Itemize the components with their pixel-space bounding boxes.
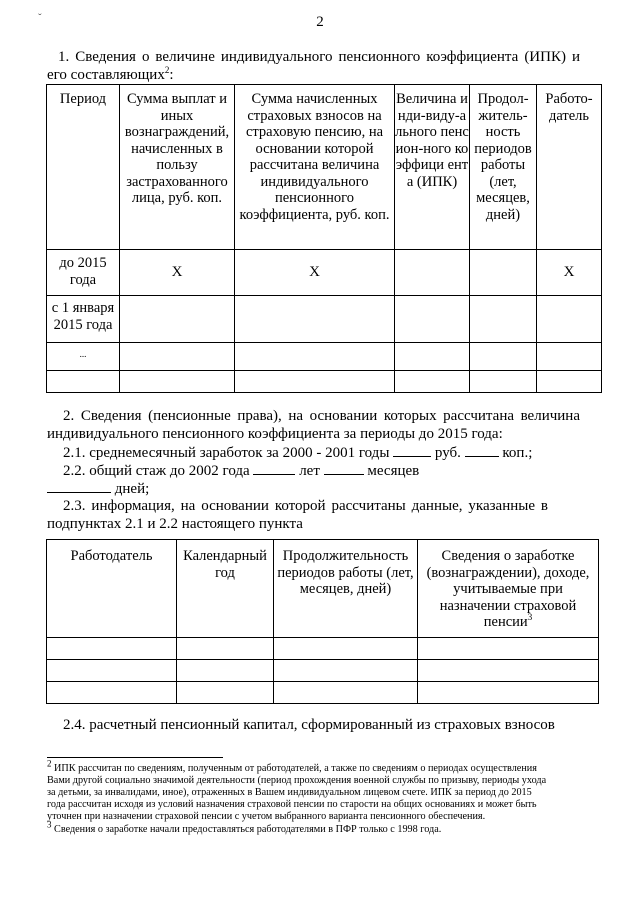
- earnings-table-header-row: [47, 540, 599, 638]
- earnings-header-duration: Продолжительность периодов работы (лет, месяцев, дней): [274, 540, 418, 638]
- p22-years-blank[interactable]: [253, 461, 295, 475]
- p22-days-blank[interactable]: [47, 479, 111, 493]
- ipk-cell: [537, 296, 602, 343]
- table-row: [47, 638, 599, 660]
- ipk-header-employer: Работо-датель: [537, 85, 602, 250]
- section2-line1: 2. Сведения (пенсионные права), на основании которых рассчитана величина: [63, 408, 580, 424]
- footnote-ref-2: 2: [164, 65, 170, 75]
- p22-months-blank[interactable]: [324, 461, 364, 475]
- ipk-cell: X: [120, 250, 235, 296]
- p24-line: 2.4. расчетный пенсионный капитал, сформированный из страховых взносов: [63, 717, 555, 733]
- footnote-2-line1: $^2$ ИПК рассчитан по сведениям, полученным от работодателей, а также по сведениям о периодах осуществления: [47, 758, 537, 774]
- ipk-cell: X: [235, 250, 395, 296]
- earnings-cell: [47, 638, 177, 660]
- ipk-cell: [470, 343, 537, 371]
- ipk-table-header-row: [47, 85, 602, 250]
- ipk-cell: [395, 296, 470, 343]
- p21-rub-blank[interactable]: [393, 443, 431, 457]
- p21-kop-blank[interactable]: [465, 443, 499, 457]
- earnings-cell: [47, 682, 177, 704]
- earnings-cell: [177, 682, 274, 704]
- earnings-cell: [274, 660, 418, 682]
- ipk-cell: [470, 371, 537, 393]
- footnote-2-line3: за детьми, за инвалидами, иное), отраженных в Вашем индивидуальном лицевом счете. ИПК за период до 2015: [47, 787, 532, 798]
- ipk-cell: [537, 371, 602, 393]
- table-row: [47, 660, 599, 682]
- ipk-table: [46, 84, 602, 393]
- table-row: [47, 343, 602, 371]
- ipk-cell: [120, 371, 235, 393]
- earnings-cell: [274, 638, 418, 660]
- ipk-cell: [537, 343, 602, 371]
- earnings-cell: [418, 638, 599, 660]
- ipk-cell: [235, 343, 395, 371]
- ipk-cell: [47, 371, 120, 393]
- scan-mark: ˇ: [38, 12, 42, 24]
- ipk-cell: X: [537, 250, 602, 296]
- ipk-cell: [395, 343, 470, 371]
- earnings-cell: [47, 660, 177, 682]
- p23-line2: подпунктах 2.1 и 2.2 настоящего пункта: [47, 516, 303, 532]
- footnote-separator: [47, 757, 223, 758]
- ipk-header-contributions: Сумма начисленных страховых взносов на страховую пенсию, на основании которой рассчитана величина индивидуального пенсионного коэффициента, руб. коп.: [235, 85, 395, 250]
- earnings-cell: [418, 682, 599, 704]
- table-row: [47, 682, 599, 704]
- table-row: [47, 250, 602, 296]
- section1-heading-line2: его составляющих$^2$:: [47, 65, 174, 83]
- ipk-cell: [235, 371, 395, 393]
- earnings-cell: [177, 638, 274, 660]
- earnings-cell: [177, 660, 274, 682]
- earnings-header-year: Календарный год: [177, 540, 274, 638]
- ipk-cell: [235, 296, 395, 343]
- p22-days-line: дней;: [47, 479, 149, 498]
- ipk-cell: [470, 250, 537, 296]
- earnings-cell: [418, 660, 599, 682]
- table-row: [47, 296, 602, 343]
- section2-line2: индивидуального пенсионного коэффициента за периоды до 2015 года:: [47, 426, 503, 442]
- footnote-3: $^3$ Сведения о заработке начали предоставляться работодателями в ПФР только с 1998 года.: [47, 819, 442, 835]
- ipk-cell: [395, 371, 470, 393]
- ipk-cell: до 2015 года: [47, 250, 120, 296]
- earnings-header-income: Сведения о заработке (вознаграждении), доходе, учитываемые при назначении страховой пенсии$^3$: [418, 540, 599, 638]
- ipk-cell: [120, 343, 235, 371]
- ipk-header-period: Период: [47, 85, 120, 250]
- ipk-header-coefficient: Величина инди-виду-ального пенсион-ного коэффици ента (ИПК): [395, 85, 470, 250]
- p21-line: 2.1. среднемесячный заработок за 2000 - 2001 годы руб. коп.;: [63, 445, 533, 461]
- table-row: [47, 371, 602, 393]
- footnote-2-line4: года рассчитан исходя из условий назначения страховой пенсии по старости на общих основаниях и может быть: [47, 799, 537, 810]
- ipk-cell: ...: [47, 343, 120, 371]
- ipk-header-duration: Продол-житель-ность периодов работы (лет, месяцев, дней): [470, 85, 537, 250]
- ipk-header-payments: Сумма выплат и иных вознаграждений, начисленных в пользу застрахованного лица, руб. коп.: [120, 85, 235, 250]
- p23-line1: 2.3. информация, на основании которой рассчитаны данные, указанные в: [63, 498, 548, 514]
- ipk-cell: с 1 января 2015 года: [47, 296, 120, 343]
- page-number: 2: [316, 14, 324, 30]
- footnote-2-line5: уточнен при назначении страховой пенсии с учетом выбранного варианта пенсионного обеспечения.: [47, 811, 486, 822]
- footnote-2-mark: 2: [47, 758, 52, 769]
- ipk-cell: [395, 250, 470, 296]
- ipk-cell: [120, 296, 235, 343]
- footnote-2-line2: Вами другой социально значимой деятельности (период прохождения военной службы по призыву, периоды ухода: [47, 775, 547, 786]
- earnings-header-employer: Работодатель: [47, 540, 177, 638]
- section1-heading-line1: 1. Сведения о величине индивидуального пенсионного коэффициента (ИПК) и: [58, 49, 580, 65]
- footnote-3-mark: 3: [47, 819, 52, 830]
- footnote-ref-3: 3: [527, 612, 533, 623]
- earnings-cell: [274, 682, 418, 704]
- earnings-table: [46, 539, 599, 704]
- p22-line: 2.2. общий стаж до 2002 года лет месяцев: [63, 463, 420, 479]
- ipk-cell: [470, 296, 537, 343]
